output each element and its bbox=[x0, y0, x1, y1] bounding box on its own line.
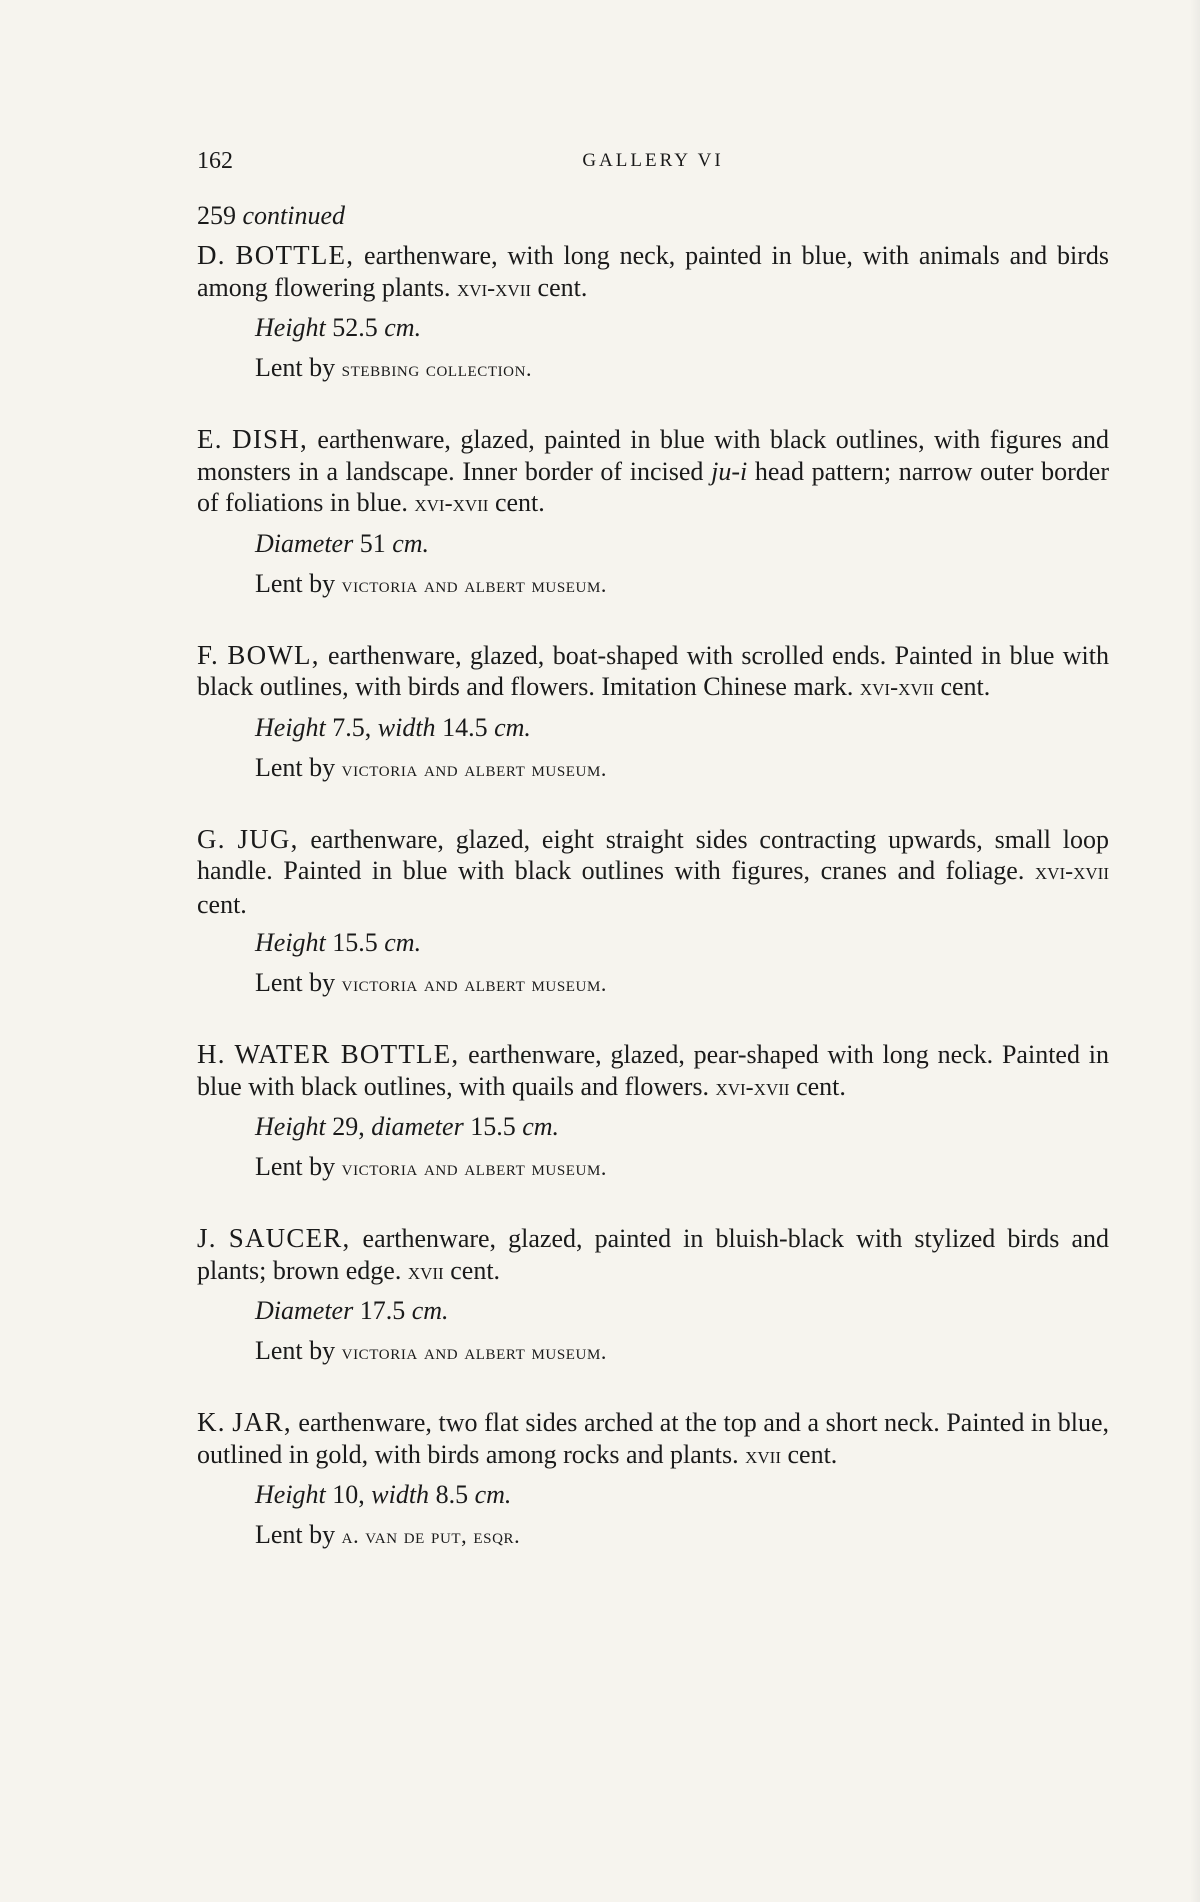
dimension-unit: cm. bbox=[522, 1112, 560, 1141]
dimension-label: Height bbox=[255, 928, 326, 957]
entry-century: xvi-xvii bbox=[456, 275, 532, 302]
entry-lender-line bbox=[255, 966, 1109, 1001]
dimension-value: 15.5 bbox=[325, 928, 385, 957]
entry-letter: J. bbox=[197, 1223, 217, 1253]
entry-century-suffix: cent. bbox=[197, 889, 247, 919]
entry-dimensions bbox=[255, 1110, 1109, 1144]
dimension-unit: cm. bbox=[384, 313, 422, 342]
entry-letter: G. bbox=[197, 823, 226, 854]
entry-object-name: DISH, bbox=[232, 424, 308, 454]
dimension-label-2: width bbox=[377, 712, 436, 742]
dimension-value: 7.5, bbox=[325, 712, 378, 742]
entry-century: xvi-xvii bbox=[859, 675, 934, 701]
entry-text: earthenware, with long neck, painted in blue, with animals and birds among flowering plants. bbox=[197, 241, 1109, 302]
dimension-value: 17.5 bbox=[353, 1296, 412, 1325]
entry-dimensions bbox=[255, 1294, 1109, 1328]
dimension-label: Height bbox=[255, 1480, 326, 1509]
dimension-value-2: 14.5 bbox=[435, 712, 495, 742]
entry-number: 259 bbox=[197, 201, 236, 230]
entry-lender-line bbox=[255, 1518, 1109, 1553]
entry-lender-line bbox=[255, 351, 1109, 386]
entry-description bbox=[197, 1407, 1109, 1472]
dimension-unit: cm. bbox=[411, 1296, 449, 1325]
entry-lender-line bbox=[255, 567, 1109, 602]
entry-century-suffix: cent. bbox=[789, 1071, 846, 1101]
lent-by-label: Lent by bbox=[255, 1336, 342, 1365]
entry-letter: H. bbox=[197, 1039, 226, 1069]
entry-object-name: WATER BOTTLE, bbox=[234, 1039, 460, 1069]
catalogue-entry-e bbox=[197, 424, 1109, 602]
catalogue-entry-h bbox=[197, 1039, 1109, 1185]
entry-dimensions bbox=[255, 311, 1109, 345]
entry-lender-line bbox=[255, 751, 1109, 786]
catalogue-entry-d bbox=[197, 240, 1109, 386]
entry-century: xvi-xvii bbox=[414, 491, 489, 517]
entry-century-suffix: cent. bbox=[933, 672, 991, 701]
dimension-label: Height bbox=[255, 712, 326, 742]
entry-object-name: BOTTLE, bbox=[235, 240, 355, 270]
lender-name: a. van de put, esqr. bbox=[341, 1523, 521, 1548]
entry-description bbox=[197, 1223, 1109, 1288]
lent-by-label: Lent by bbox=[255, 568, 342, 598]
entry-object-name: BOWL, bbox=[227, 639, 320, 670]
lender-name: victoria and albert museum. bbox=[341, 971, 608, 996]
entry-description bbox=[197, 240, 1109, 305]
lent-by-label: Lent by bbox=[255, 353, 342, 382]
entry-century: xvi-xvii bbox=[715, 1074, 790, 1101]
dimension-unit: cm. bbox=[474, 1480, 512, 1509]
dimension-value-2: 8.5 bbox=[429, 1480, 475, 1509]
entry-letter: D. bbox=[197, 240, 226, 270]
entry-century-suffix: cent. bbox=[531, 272, 588, 302]
dimension-label: Height bbox=[255, 1112, 326, 1141]
lender-name: stebbing collection. bbox=[341, 356, 533, 381]
dimension-unit: cm. bbox=[494, 712, 531, 742]
page-edge-shadow bbox=[1190, 0, 1200, 1902]
entry-description bbox=[197, 824, 1109, 921]
lender-name: victoria and albert museum. bbox=[341, 1339, 608, 1364]
dimension-unit: cm. bbox=[384, 928, 422, 957]
entry-century: xvii bbox=[745, 1442, 781, 1469]
entry-century-suffix: cent. bbox=[443, 1255, 501, 1285]
entry-lender-line bbox=[255, 1150, 1109, 1185]
continued-heading bbox=[197, 200, 1109, 232]
entry-dimensions bbox=[255, 711, 1109, 745]
entry-object-name: JAR, bbox=[232, 1407, 292, 1437]
dimension-value-2: 15.5 bbox=[463, 1112, 523, 1141]
continued-label: continued bbox=[242, 201, 346, 230]
catalogue-entry-g bbox=[197, 824, 1109, 1002]
entry-century-suffix: cent. bbox=[781, 1439, 838, 1469]
lent-by-label: Lent by bbox=[255, 968, 342, 997]
dimension-value: 51 bbox=[353, 528, 393, 558]
dimension-value: 29, bbox=[325, 1112, 372, 1141]
entry-description bbox=[197, 1039, 1109, 1104]
entry-object-name: JUG, bbox=[237, 823, 299, 854]
entry-text: earthenware, glazed, painted in bluish-black with stylized birds and plants; brown edge. bbox=[197, 1224, 1109, 1285]
entry-century: xvii bbox=[407, 1258, 444, 1285]
dimension-value: 52.5 bbox=[325, 313, 385, 342]
dimension-label: Diameter bbox=[255, 1296, 354, 1325]
entry-dimensions bbox=[255, 1478, 1109, 1512]
lender-name: victoria and albert museum. bbox=[341, 571, 608, 597]
entry-century: xvi-xvii bbox=[1034, 859, 1109, 885]
catalogue-entry-f bbox=[197, 640, 1109, 786]
lent-by-label: Lent by bbox=[255, 1152, 342, 1181]
lent-by-label: Lent by bbox=[255, 1520, 342, 1549]
entry-text: earthenware, glazed, painted in blue with black outlines, with figures and monsters in a landscape. Inner border of incised bbox=[197, 425, 1110, 486]
entry-object-name: SAUCER, bbox=[228, 1223, 351, 1253]
entry-lender-line bbox=[255, 1334, 1109, 1369]
dimension-label: Height bbox=[255, 313, 326, 342]
catalogue-entry-k bbox=[197, 1407, 1109, 1553]
dimension-unit: cm. bbox=[392, 528, 430, 558]
catalogue-entry-j bbox=[197, 1223, 1109, 1369]
entry-text: earthenware, glazed, boat-shaped with scrolled ends. Painted in blue with black outlines, with birds and flowers. Imitation Chinese mark. bbox=[197, 640, 1109, 701]
lent-by-label: Lent by bbox=[255, 752, 342, 782]
entry-text: earthenware, glazed, eight straight sides contracting upwards, small loop handle. Painted in blue with black outlines with figures, cranes and foliage. bbox=[197, 824, 1110, 885]
entry-text-tail: head pattern; narrow outer border of foliations in blue. bbox=[197, 456, 1109, 517]
entry-description bbox=[197, 640, 1109, 705]
dimension-value: 10, bbox=[325, 1480, 372, 1509]
entry-dimensions bbox=[255, 926, 1109, 960]
entry-letter: E. bbox=[197, 424, 223, 454]
dimension-label-2: diameter bbox=[371, 1112, 464, 1141]
entry-text: earthenware, two flat sides arched at the top and a short neck. Painted in blue, outlined in gold, with birds among rocks and plants. bbox=[197, 1408, 1110, 1469]
entry-text-italic: ju-i bbox=[711, 456, 748, 486]
running-title: GALLERY VI bbox=[582, 150, 724, 171]
dimension-label: Diameter bbox=[255, 528, 354, 558]
running-head bbox=[197, 148, 1109, 178]
dimension-label-2: width bbox=[371, 1480, 430, 1509]
entry-century-suffix: cent. bbox=[488, 488, 545, 517]
lender-name: victoria and albert museum. bbox=[341, 755, 608, 781]
entry-dimensions bbox=[255, 527, 1109, 561]
entry-description bbox=[197, 424, 1109, 521]
entry-text: earthenware, glazed, pear-shaped with long neck. Painted in blue with black outlines, with quails and flowers. bbox=[197, 1040, 1109, 1101]
entry-letter: K. bbox=[197, 1407, 226, 1437]
entry-letter: F. bbox=[197, 639, 220, 670]
catalogue-page bbox=[197, 148, 1109, 1553]
page-number: 162 bbox=[197, 148, 233, 174]
lender-name: victoria and albert museum. bbox=[341, 1155, 608, 1180]
